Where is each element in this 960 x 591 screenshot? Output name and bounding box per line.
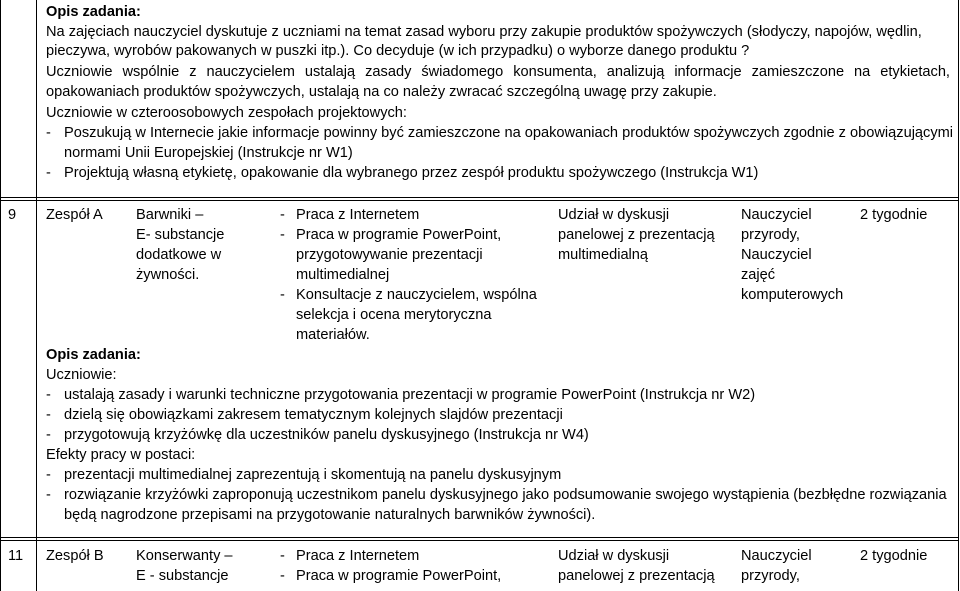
topic-line: E- substancje (136, 227, 225, 243)
method-item: Praca z Internetem (296, 207, 420, 223)
topic-line: E - substancje (136, 568, 229, 584)
desc-dash: - (46, 427, 51, 443)
top-bullet-2: Projektują własną etykietę, opakowanie dla wybranego przez zespół produktu spożywczego (Instrukcja W1) (64, 165, 759, 181)
result-line: panelowej z prezentacją (558, 227, 715, 243)
duration: 2 tygodnie (860, 548, 928, 564)
method-dash: - (280, 207, 285, 223)
desc-item: ustalają zasady i warunki techniczne przygotowania prezentacji w programie PowerPoint (Instrukcja nr W2) (64, 387, 756, 403)
desc-item: prezentacji multimedialnej zaprezentują i skomentują na panelu dyskusyjnym (64, 467, 562, 483)
teacher-line: Nauczyciel (741, 207, 812, 223)
teacher-line: zajęć (741, 267, 776, 283)
topic-line: dodatkowe w (136, 247, 222, 263)
top-line-2: pieczywa, wyrobów pakowanych w puszki itp.). Co decyduje (w ich przypadku) o wyborze danego produktu ? (46, 43, 750, 59)
result-line: panelowej z prezentacją (558, 568, 715, 584)
top-bullet-1-line-1: Poszukują w Internecie jakie informacje powinny być zamieszczone na opakowaniach produktów spożywczych zgodnie z obowiązującymi (64, 125, 954, 141)
result-line: Udział w dyskusji (558, 548, 670, 564)
duration: 2 tygodnie (860, 207, 928, 223)
effects-label: Efekty pracy w postaci: (46, 447, 196, 463)
team-name: Zespół B (46, 548, 104, 564)
row-divider-top-inner (0, 200, 959, 201)
desc-dash: - (46, 407, 51, 423)
desc-dash: - (46, 487, 51, 503)
teacher-line: Nauczyciel (741, 247, 812, 263)
result-line: multimedialną (558, 247, 649, 263)
topic-line: żywności. (136, 267, 200, 283)
row-divider-bottom-inner (0, 540, 959, 541)
desc-item: będą nagrodzone przepisami na przygotowanie naturalnych barwników żywności). (64, 507, 596, 523)
teacher-line: przyrody, (741, 227, 800, 243)
desc-item: rozwiązanie krzyżówki zaproponują uczestnikom panelu dyskusyjnego jako podsumowanie swojego wystąpienia (bezbłędne rozwiązania (64, 487, 947, 503)
team-name: Zespół A (46, 207, 103, 223)
top-line-4: opakowaniach produktów spożywczych, ustalają na co należy zwracać szczególną uwagę przy zakupie. (46, 84, 717, 100)
table-right-border (958, 0, 959, 591)
desc-dash: - (46, 467, 51, 483)
task-heading: Opis zadania: (46, 347, 141, 363)
method-item: selekcja i ocena merytoryczna (296, 307, 492, 323)
teacher-line: Nauczyciel (741, 548, 812, 564)
row-number: 11 (8, 548, 24, 564)
desc-item: przygotowują krzyżówkę dla uczestników panelu dyskusyjnego (Instrukcja nr W4) (64, 427, 589, 443)
method-dash: - (280, 548, 285, 564)
desc-dash: - (46, 387, 51, 403)
row-number: 9 (8, 207, 17, 223)
result-line: Udział w dyskusji (558, 207, 670, 223)
method-item: multimedialnej (296, 267, 390, 283)
top-bullet-1-dash: - (46, 125, 51, 141)
method-dash: - (280, 227, 285, 243)
method-dash: - (280, 568, 285, 584)
topic-line: Konserwanty – (136, 548, 233, 564)
table-left-border (0, 0, 1, 591)
top-line-3: Uczniowie wspólnie z nauczycielem ustalają zasady świadomego konsumenta, analizują informacje zamieszczone na etykietach, (46, 64, 950, 80)
teacher-line: komputerowych (741, 287, 844, 303)
top-line-5: Uczniowie w czteroosobowych zespołach projektowych: (46, 105, 407, 121)
top-line-1: Na zajęciach nauczyciel dyskutuje z uczniami na temat zasad wyboru przy zakupie produktów spożywczych (słodyczy, napojów, wędlin, (46, 24, 922, 40)
method-item: materiałów. (296, 327, 370, 343)
topic-line: Barwniki – (136, 207, 204, 223)
method-item: Praca w programie PowerPoint, (296, 227, 502, 243)
method-item: przygotowywanie prezentacji (296, 247, 483, 263)
method-item: Praca z Internetem (296, 548, 420, 564)
row-divider-bottom (0, 537, 959, 538)
row-divider-top (0, 197, 959, 198)
method-item: Praca w programie PowerPoint, (296, 568, 502, 584)
method-dash: - (280, 287, 285, 303)
students-label: Uczniowie: (46, 367, 117, 383)
desc-item: dzielą się obowiązkami zakresem tematycznym kolejnych slajdów prezentacji (64, 407, 563, 423)
teacher-line: przyrody, (741, 568, 800, 584)
method-item: Konsultacje z nauczycielem, wspólna (296, 287, 537, 303)
top-bullet-2-dash: - (46, 165, 51, 181)
top-heading: Opis zadania: (46, 4, 141, 20)
number-column-divider (36, 0, 37, 591)
top-bullet-1-line-2: normami Unii Europejskiej (Instrukcje nr W1) (64, 145, 353, 161)
